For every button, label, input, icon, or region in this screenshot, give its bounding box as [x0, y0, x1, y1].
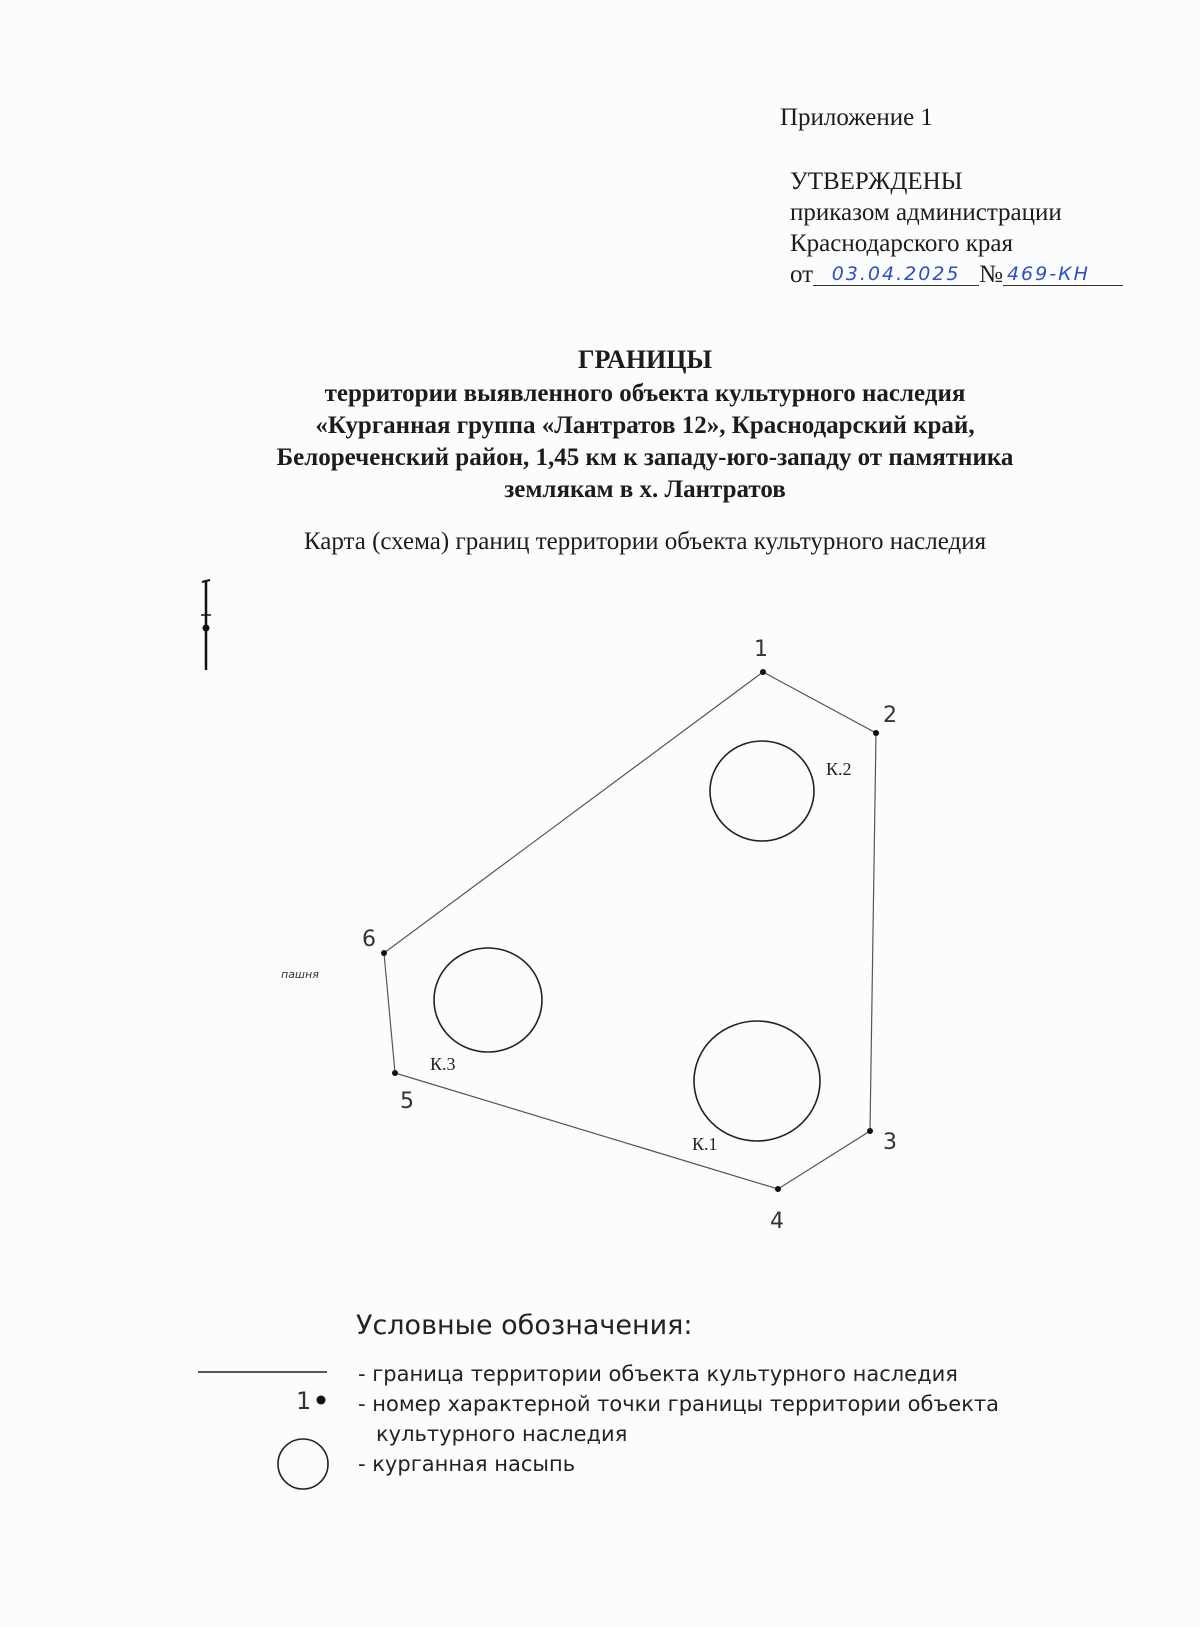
legend-point-symbol-dot [317, 1396, 326, 1405]
point-label: 6 [362, 927, 376, 952]
mound-label: К.2 [826, 759, 852, 779]
legend-boundary-text: - граница территории объекта культурного наследия [358, 1362, 958, 1386]
title-line: территории выявленного объекта культурного наследия [324, 380, 966, 407]
boundary-point [873, 730, 879, 736]
point-label: 2 [883, 703, 897, 728]
legend-point-symbol-number: 1 [296, 1387, 312, 1415]
appendix-label: Приложение 1 [780, 104, 933, 131]
mound-k1 [694, 1021, 820, 1141]
boundary-point [760, 669, 766, 675]
boundary-point [867, 1128, 873, 1134]
mound-k2 [710, 741, 814, 841]
mounds [434, 741, 820, 1141]
boundary-point [392, 1070, 398, 1076]
number-prefix: № [979, 261, 1003, 288]
mound-label: К.3 [430, 1054, 456, 1074]
point-label: 5 [400, 1089, 414, 1114]
map-caption: Карта (схема) границ территории объекта культурного наследия [303, 528, 987, 555]
mound-label: К.1 [692, 1134, 718, 1154]
point-label: 3 [883, 1130, 897, 1155]
approval-line: Краснодарского края [790, 230, 1013, 257]
north-arrow-icon [201, 580, 211, 670]
title-heading: ГРАНИЦЫ [577, 345, 713, 374]
title-line: Белореченский район, 1,45 км к западу-юго-западу от памятника [276, 444, 1014, 471]
legend-point-text: - номер характерной точки границы территории объекта [358, 1392, 1000, 1416]
legend-mound-text: - курганная насыпь [358, 1452, 576, 1476]
point-label: 4 [770, 1209, 784, 1234]
boundary-points [381, 669, 879, 1192]
boundary-point [381, 950, 387, 956]
legend-title: Условные обозначения: [356, 1310, 693, 1341]
territory-boundary [384, 672, 876, 1189]
boundary-point [775, 1186, 781, 1192]
legend-mound-symbol [278, 1439, 328, 1489]
legend-point-text-continued: культурного наследия [376, 1422, 628, 1446]
area-label: пашня [281, 968, 319, 981]
date-prefix: от [790, 261, 814, 288]
approval-line: приказом администрации [790, 199, 1062, 226]
handwritten-number: 469-КН [1003, 263, 1123, 286]
title-line: «Курганная группа «Лантратов 12», Краснодарский край, [315, 412, 975, 439]
handwritten-date: 03.04.2025 [813, 263, 979, 286]
approval-title: УТВЕРЖДЕНЫ [790, 168, 963, 195]
mound-k3 [434, 948, 542, 1052]
title-line: землякам в х. Лантратов [504, 476, 786, 503]
point-label: 1 [754, 637, 768, 662]
mound-labels [430, 759, 852, 1154]
